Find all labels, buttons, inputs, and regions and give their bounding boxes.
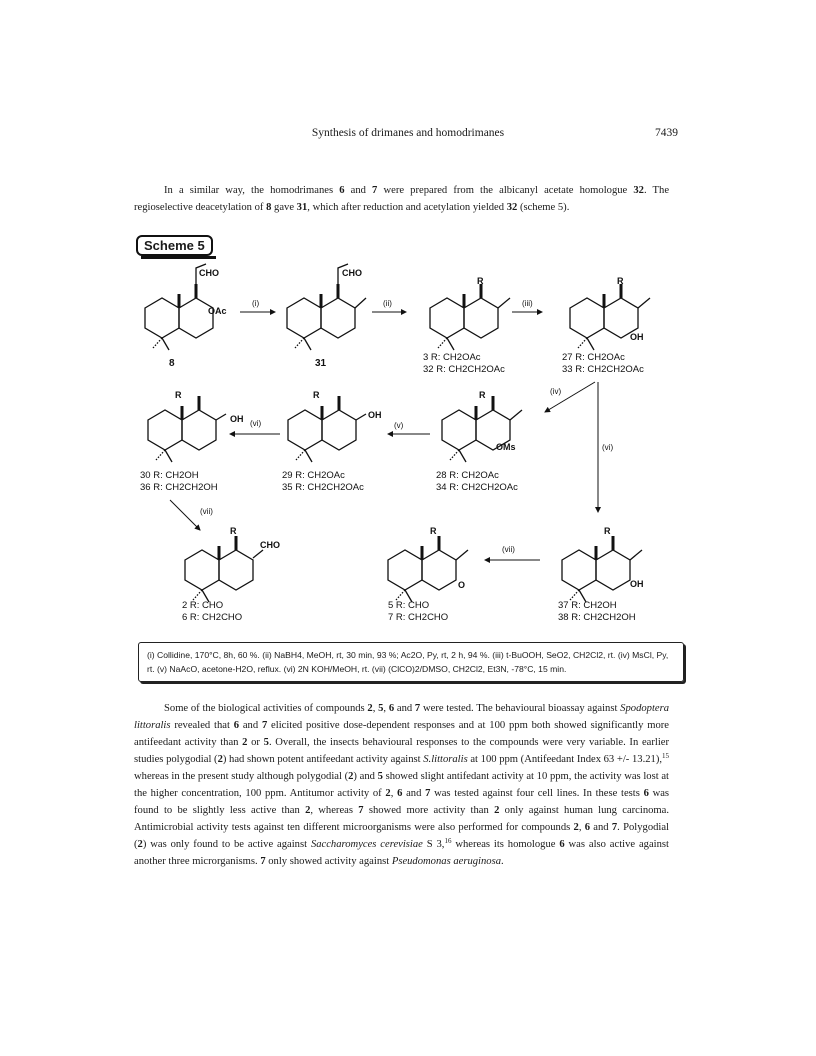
compound-32-label: 32 R: CH2CH2OAc (423, 364, 505, 375)
arrow-step-vii-left (170, 500, 200, 530)
svg-text:R: R (313, 390, 320, 400)
compound-35-label: 35 R: CH2CH2OAc (282, 482, 364, 493)
svg-text:(vii): (vii) (200, 507, 213, 516)
running-title: Synthesis of drimanes and homodrimanes (311, 127, 505, 139)
compound-37-label: 37 R: CH2OH (558, 600, 617, 611)
structure-5-7 (388, 526, 468, 602)
svg-text:CHO: CHO (260, 540, 280, 550)
svg-text:(v): (v) (394, 421, 404, 430)
structure-2-6 (185, 526, 280, 602)
svg-text:OH: OH (630, 332, 644, 342)
svg-text:R: R (477, 276, 484, 286)
svg-text:CHO: CHO (199, 268, 219, 278)
svg-text:OH: OH (630, 579, 644, 589)
svg-text:CHO: CHO (342, 268, 362, 278)
svg-text:(iv): (iv) (550, 387, 562, 396)
svg-text:R: R (604, 526, 611, 536)
compound-3-label: 3 R: CH2OAc (423, 352, 481, 363)
svg-text:(i): (i) (252, 299, 260, 308)
compound-33-label: 33 R: CH2CH2OAc (562, 364, 644, 375)
structure-3-32 (430, 276, 510, 350)
structure-28-34 (442, 390, 522, 462)
svg-text:(vi): (vi) (602, 443, 614, 452)
svg-text:R: R (617, 276, 624, 286)
compound-30-label: 30 R: CH2OH (140, 470, 199, 481)
structure-37-38 (562, 526, 644, 602)
reaction-conditions: (i) Collidine, 170°C, 8h, 60 %. (ii) NaBH4, MeOH, rt, 30 min, 93 %; Ac2O, Py, rt, 2 h, 94 %. (iii) t-BuOOH, SeO2, CH2Cl2, rt. (iv) MsCl, Py, rt. (v) NaAcO, acetone-H2O, reflux. (vi) 2N KOH/MeOH, rt. (vii) (ClCO)2/DMSO, CH2Cl2, Et3N, -78°C, 15 min. (138, 642, 684, 682)
svg-text:R: R (479, 390, 486, 400)
body-paragraph: Some of the biological activities of compounds 2, 5, 6 and 7 were tested. The behavioural bioassay against Spodoptera littoralis revealed that 6 and 7 elicited positive dose-dependent responses and at 100 ppm both showed significantly more antifeedant activity than 2 or 5. Overall, the insects behavioural responses to the compounds were very variable. In earlier studies polygodial (2) had shown potent antifeedant activity against S.littoralis at 100 ppm (Antifeedant Index 63 +/- 13.21),$^{15}$ whereas in the present study although polygodial (2) and 5 showed slight antifedant activity at 10 ppm, the activity was lost at the higher concentration, 100 ppm. Antitumor activity of 2, 6 and 7 was tested against four cell lines. In these tests 6 was found to be slightly less active than 2, whereas 7 showed more activity than 2 only against human lung carcinoma. Antimicrobial activity tests against ten different microorganisms were also performed for compounds 2, 6 and 7. Polygodial (2) was only found to be active against Saccharomyces cerevisiae S 3,16 whereas its homologue 6 was also active against another three microrganisms. 7 only showed activity against Pseudomonas aeruginosa. (134, 703, 670, 867)
structure-27-33 (570, 276, 650, 350)
svg-text:(ii): (ii) (383, 299, 392, 308)
svg-text:(vi): (vi) (250, 419, 262, 428)
structure-31 (287, 264, 366, 350)
compound-27-label: 27 R: CH2OAc (562, 352, 625, 363)
scheme-label: Scheme 5 (136, 235, 213, 256)
compound-2-label: 2 R: CHO (182, 600, 224, 611)
compound-5-label: 5 R: CHO (388, 600, 430, 611)
svg-text:OAc: OAc (208, 306, 227, 316)
compound-28-label: 28 R: CH2OAc (436, 470, 499, 481)
compound-29-label: 29 R: CH2OAc (282, 470, 345, 481)
structure-8 (145, 264, 227, 350)
svg-text:R: R (430, 526, 437, 536)
compound-34-label: 34 R: CH2CH2OAc (436, 482, 518, 493)
svg-text:(iii): (iii) (522, 299, 533, 308)
svg-text:OH: OH (368, 410, 382, 420)
svg-text:OMs: OMs (496, 442, 516, 452)
svg-text:OH: OH (230, 414, 244, 424)
compound-36-label: 36 R: CH2CH2OH (140, 482, 218, 493)
compound-7-label: 7 R: CH2CHO (388, 612, 449, 623)
reaction-scheme (130, 262, 675, 632)
compound-8-label: 8 (169, 358, 175, 369)
compound-6-label: 6 R: CH2CHO (182, 612, 243, 623)
intro-paragraph: In a similar way, the homodrimanes 6 and 7 were prepared from the albicanyl acetate homologue 32. The regioselective deacetylation of 8 gave 31, which after reduction and acetylation yielded 32 (scheme 5). (134, 185, 670, 213)
structure-29-35 (288, 390, 382, 462)
page-number: 7439 (655, 127, 678, 139)
compound-38-label: 38 R: CH2CH2OH (558, 612, 636, 623)
svg-text:R: R (230, 526, 237, 536)
svg-text:O: O (458, 580, 466, 590)
svg-text:R: R (175, 390, 182, 400)
compound-31-label: 31 (315, 358, 327, 369)
svg-text:(vii): (vii) (502, 545, 515, 554)
structure-30-36 (148, 390, 244, 462)
